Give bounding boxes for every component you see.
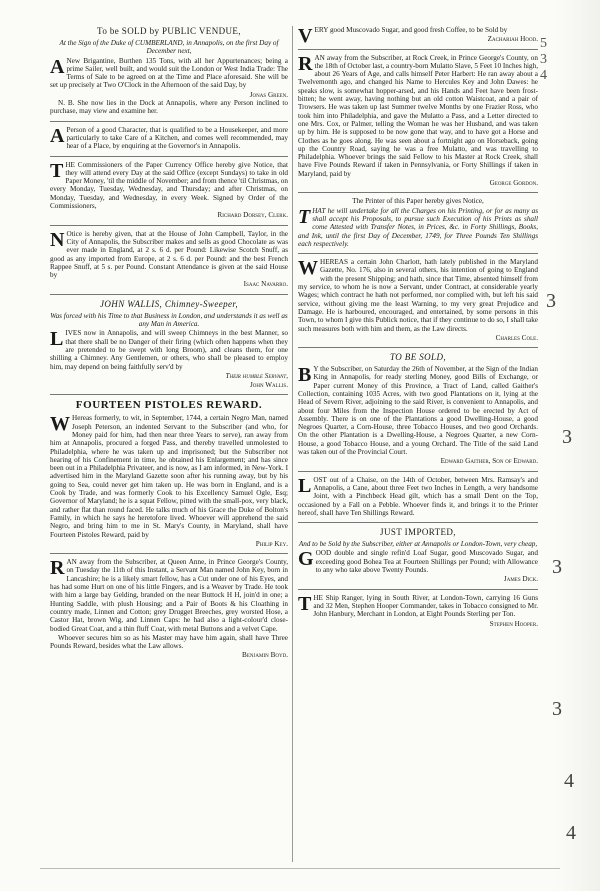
ad-brigantine-vendue	[50, 26, 288, 116]
ad-sugar-coffee	[298, 25, 538, 47]
left-column	[50, 26, 288, 665]
ad-separator	[298, 522, 538, 523]
ad-separator	[298, 49, 538, 50]
ad-body: New Brigantine, Burthen 135 Tons, with all her Appurtenances; being a prime Sailer, well built, and would suit the London or West India Trade: The Terms of Sale to be agreed on at the Time and Place aforesaid. She will be set up precisely at Two O'Clock in the Afternoon of the said Day, by	[50, 56, 288, 90]
ad-john-charlott	[298, 258, 538, 342]
ad-housekeeper	[50, 126, 288, 151]
ad-runaway-john-key	[50, 558, 288, 660]
margin-mark: 3	[562, 426, 572, 448]
drop-cap: R	[298, 52, 313, 75]
ad-headline: FOURTEEN PISTOLES REWARD.	[75, 399, 263, 412]
ad-lost-cane	[298, 476, 538, 517]
ad-chimney-sweeper	[50, 299, 288, 390]
ad-signature: Philip Key.	[255, 539, 288, 548]
ad-separator	[298, 589, 538, 590]
ad-signature: James Dick.	[503, 575, 538, 584]
ad-subhead: And to be Sold by the Subscriber, either at Annapolis or London-Town, very cheap,	[298, 540, 538, 549]
ad-separator	[298, 192, 538, 193]
ad-body: HE Ship Ranger, lying in South River, at London-Town, carrying 16 Guns and 32 Men, Stephen Hooper Commander, takes in Tobacco consigned to Mr. John Hanbury, Merchant in London, at Eight Pounds Sterling per Ton.	[313, 593, 538, 619]
ad-body: Y the Subscriber, on Saturday the 26th of November, at the Sign of the Indian King in Annapolis, for ready sterling Money, good Bills of Exchange, or Paper current Money of this Province, a Tract of Land, called Gaither's Collection, containing 1035 Acres, with two good Plantations on it, lying at the Head of Severn River, adjoining to the said River, is convenient to Annapolis, and about four Miles from the Inspection House ordered to be erected by Act of Assembly. There is on one of the Plantations a good Dwelling-House, a good Negroes Quarter, a Corn-House, three Tobacco Houses, and two good Orchards. On the other Plantation is a Dwelling-House, a Negroes Quarter, a new Corn-House, a good Tobacco House, and a young Orchard. The Title of the said Land was taken out of the Provincial Court.	[298, 365, 538, 457]
margin-mark: 4	[566, 822, 576, 844]
column-divider	[292, 26, 293, 862]
ad-chocolate-snuff	[50, 230, 288, 289]
ad-subhead: At the Sign of the Duke of CUMBERLAND, in Annapolis, on the first Day of December next,	[59, 39, 279, 56]
margin-mark: 3	[552, 556, 562, 578]
ad-separator	[50, 394, 288, 395]
ad-signature: Isaac Navarro.	[243, 280, 288, 289]
drop-cap: L	[298, 474, 312, 497]
ad-headline: JOHN WALLIS, Chimney-Sweeper,	[100, 298, 238, 309]
right-column	[298, 26, 538, 633]
ad-body: AN away from the Subscriber, at Queen Anne, in Prince George's County, on Tuesday the 11th of this Instant, a Servant Man named John Key, born in Lancashire; he is a likely smart fellow, has a Cut under one of his Eyes, and has had some Hurt on one of his little Fingers, and is a Weaver by Trade. He took with him a large bay Gelding, branded on the near Buttock H H, join'd in one; a Hunting Saddle, with plush Housing; and a Pair of Boots & his Cloathing in country made, Linnen and Cotton; grey Drugget Breeches, grey worsted Hose, a Castor Hat, brown Wig, and Linnen Caps: he had also a light-colour'd close-bodied Great Coat, and a thin fluff Coat, with metal Buttons and a velvet Cape.	[50, 558, 288, 633]
drop-cap: A	[50, 55, 65, 78]
ad-body: Person of a good Character, that is qualified to be a Housekeeper, and more particularly to take Care of a Kitchen, and comes well recommended, may hear of a Place, by enquiring at the Governor's in Annapolis.	[66, 125, 288, 151]
drop-cap: W	[50, 413, 70, 436]
drop-cap: L	[50, 328, 64, 351]
margin-mark: 3	[546, 290, 556, 312]
ad-closing: Their humble Servant,	[225, 371, 288, 380]
ad-body: HEREAS a certain John Charlott, hath lately published in the Maryland Gazette, No. 176, also in several others, his intention of going to England with the present Shipping; and hath, since that Time, absented himself from my service, to whom he is now a Servant, under Contract, at considerable yearly Wages; which contract he hath not performed, nor complied with, but left his said service, without giving me the least Warning, to my very great Prejudice and Damage. He is harboured, encouraged, and entertained, by some persons in this Town, to whom I give this Publick notice, that if they continue to do so, I shall take such measures both with him and them, as the Law directs.	[298, 258, 538, 333]
ad-separator	[50, 156, 288, 157]
drop-cap: W	[298, 257, 318, 280]
ad-note: N. B. She now lies in the Dock at Annapolis, where any Person inclined to purchase, may view and examine her.	[50, 99, 288, 116]
page-bottom-rule	[40, 868, 560, 869]
ad-body: Otice is hereby given, that at the House of John Campbell, Taylor, in the City of Annapolis, the Subscriber makes and sells as good Chocolate as was ever made in England, at 2 s. 6 d. per Pound: Likewise Scotch Snuff, as good as any imported from Europe, at 2 s. 6 d. per Pound: and the best French Rappee Snuff, at 5 s. per Pound. Constant Attendance is given at the said House by	[50, 229, 288, 280]
ad-body: HAT he will undertake for all the Charges on his Printing, or for as many as shall accept his Proposals, to pursue such Execution of his Prints as shall come Attested with Transfer Notes, in Prices, &c. in Forty Shillings, Books, and Ink, until the first Day of December, 1749, for Three Pounds Ten Shillings each respectively.	[298, 206, 538, 248]
ad-body: OST out of a Chaise, on the 14th of October, between Mrs. Ramsay's and Annapolis, a Cane, about three Feet two Inches in Length, a very handsome Joint, with a Pinchbeck Head gilt, which has a small Dent on the Top, occasioned by a Fall on a Pebble. Whoever finds it, and brings it to the Printer hereof, shall have Ten Shillings Reward.	[298, 475, 538, 517]
ad-headline: JUST IMPORTED,	[380, 527, 456, 538]
ad-paper-currency	[50, 161, 288, 220]
ad-signature: Stephen Hooper.	[489, 619, 538, 628]
ad-runaway-mulatto	[298, 54, 538, 188]
ad-headline: TO BE SOLD,	[390, 352, 446, 363]
ad-signature: Richard Dorsey, Clerk.	[217, 211, 288, 220]
ad-signature: Jonas Green.	[249, 90, 288, 99]
ad-separator	[298, 347, 538, 348]
ad-fourteen-pistoles	[50, 399, 288, 548]
ad-reward: Whoever secures him so as his Master may have him again, shall have Three Pounds Reward, besides what the Law allows.	[50, 633, 288, 651]
ad-body: IVES now in Annapolis, and will sweep Chimneys in the best Manner, so that there shall be no Danger of their firing (which often happens when they are pretended to be swept with long Broom), and cleans them, for one shilling a Chimney. Any Gentlemen, or others, who shall be pleased to employ him, may depend on being faithfully serv'd by	[50, 329, 288, 371]
ad-body: OOD double and single refin'd Loaf Sugar, good Muscovado Sugar, and exceeding good Bohea Tea at Fourteen Shillings per Pound; with Allowance to any who take above Twenty Pounds.	[315, 549, 538, 575]
margin-mark: 4	[564, 770, 574, 792]
drop-cap: N	[50, 228, 65, 251]
ad-signature: Zachariah Hood.	[487, 35, 538, 44]
ad-separator	[298, 471, 538, 472]
ad-separator	[50, 553, 288, 554]
ad-body: Hereas formerly, to wit, in September, 1744, a certain Negro Man, named Joseph Peterson, an indented Servant to the Subscriber (and who, for Money paid for him, had then near three Years to serve), ran away from him at Annapolis, procured a forged Pass, and thereby travelled unmolested to Philadelphia, where he was taken up and imprisoned; but the Subscriber not hearing of his Confinement in time, he obtained his Enlargement; and has since been out in a Philadelphia Privateer, and is now, as I am informed, in New-York. I advertised him in the Maryland Gazette soon after his running away, but by his going to Sea, could never get him taken up. He was born in England, and is a Cook by Trade, and was formerly Cook to his Excellency Samuel Ogle, Esq; Governor of Maryland; he is a squat Fellow, pitted with the small-pox, very black, and rather flat than round faced. He talks much of his Grace the Duke of Bolton's Family, in which he says he heretofore lived. Whoever will apprehend the said Negro, and bring him to me in St. Mary's County, in Maryland, shall have Fourteen Pistoles Reward, paid by	[50, 414, 288, 539]
ad-signature: Charles Cole.	[495, 333, 538, 342]
ad-lead: The Printer of this Paper hereby gives Notice,	[352, 197, 484, 206]
drop-cap: T	[50, 159, 64, 182]
ad-just-imported	[298, 527, 538, 583]
ad-signature: Edward Gaither, Son of Edward.	[440, 457, 538, 466]
ad-signature: John Wallis.	[249, 381, 288, 390]
drop-cap: R	[50, 557, 65, 580]
ad-separator	[298, 253, 538, 254]
ad-subhead: Was forced with his Time to that Business in London, and understands it as well as any Man in America.	[50, 311, 288, 329]
ad-separator	[50, 294, 288, 295]
ad-ship-ranger	[298, 594, 538, 628]
margin-corner-mark: 5 3 4	[540, 36, 547, 83]
drop-cap: T	[298, 205, 311, 228]
ad-land-for-sale	[298, 352, 538, 466]
drop-cap: G	[298, 548, 314, 571]
ad-signature: Benjamin Boyd.	[242, 651, 288, 660]
ad-signature: George Gordon.	[489, 179, 538, 188]
ad-headline: To be SOLD by PUBLIC VENDUE,	[97, 26, 241, 36]
drop-cap: A	[50, 124, 65, 147]
ad-printer-notice	[298, 197, 538, 248]
ad-separator	[50, 121, 288, 122]
drop-cap: B	[298, 364, 312, 387]
margin-mark: 3	[552, 698, 562, 720]
drop-cap: T	[298, 592, 312, 615]
ad-body: ERY good Muscovado Sugar, and good fresh Coffee, to be Sold by	[314, 26, 508, 34]
ad-body: HE Commissioners of the Paper Currency Office hereby give Notice, that they will attend every Day at the said Office (except Sundays) to take in old Paper Money, 'til the middle of November; and from thence 'til Christmas, on every Monday, Tuesday, Wednesday, and Thursday; and after Christmas, on Monday, Tuesday, and Wednesday, in every Week. Signed by Order of the Commissioners,	[50, 160, 288, 211]
drop-cap: V	[298, 25, 313, 47]
ad-separator	[50, 225, 288, 226]
ad-body: AN away from the Subscriber, at Rock Creek, in Prince George's County, on the 18th of October last, a country-born Mulatto Slave, 5 Feet 10 Inches high, about 26 Years of Age, and calls himself Peter Harbert: He ran away about a Twelvemonth ago, and changed his Name to Hercules Key and John Dawes: he speaks slow, is somewhat hopper-arsed, and his Hands and Feet have been frost-bitten; he went away, having nothing but an old cotton Waistcoat, and a pair of Trowsers. He was taken up last Summer twelve Months by one Frazier Ross, who took him into Philadelphia, and gave the Mulatto a Pass, and a Letter directed to one Mrs. Cox, or Palmer, telling the Woman he was her Husband, and was taken up by him. He is supposed to be now gone that way, and to have got a Horse and Clothes as he goes along. He was seen about a fortnight ago on Horseback, going up the Country Road, saying he was a free Mulatto, and was travelling to Philadelphia. Whoever brings the said Fellow to his Master at Rock Creek, shall have Five Pounds Reward if taken in Pennsylvania, or Forty Shillings if taken in Maryland, paid by	[298, 53, 539, 178]
